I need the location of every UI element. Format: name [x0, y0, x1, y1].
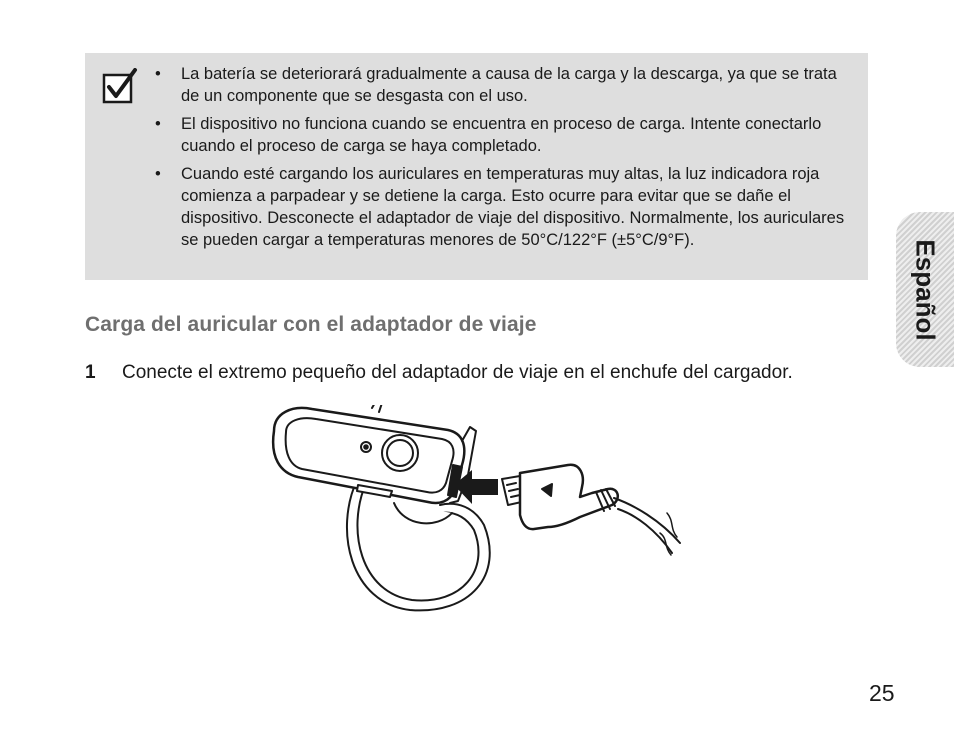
bullet: • [155, 165, 161, 183]
step-text: Conecte el extremo pequeño del adaptador de viaje en el enchufe del cargador. [122, 362, 793, 383]
note-list [85, 63, 868, 257]
bullet: • [155, 115, 161, 133]
language-side-tab [896, 212, 954, 367]
note-item-text: La batería se deteriorará gradualmente a causa de la carga y la descarga, ya que se trata de un componente que se desgasta con el uso. [181, 65, 837, 105]
note-item [85, 163, 868, 251]
page-number: 25 [869, 680, 895, 706]
headset-charging-illustration [262, 405, 692, 615]
note-item [85, 113, 868, 157]
step-number: 1 [85, 362, 96, 383]
note-item-text: Cuando esté cargando los auriculares en temperaturas muy altas, la luz indicadora roja comienza a parpadear y se detiene la carga. Esto ocurre para evitar que se dañe el dispositivo. Desconecte el adaptador de viaje del dispositivo. Normalmente, los auriculares se pueden cargar a temperaturas menores de 50°C/122°F (±5°C/9°F). [181, 165, 845, 249]
language-tab-label: Español [910, 238, 941, 341]
note-item-text: El dispositivo no funciona cuando se encuentra en proceso de carga. Intente conectarlo cuando el proceso de carga se haya completado. [181, 115, 822, 155]
note-item [85, 63, 868, 107]
bullet: • [155, 65, 161, 83]
section-title: Carga del auricular con el adaptador de viaje [85, 313, 537, 336]
note-box [85, 53, 868, 280]
step-item [85, 361, 793, 385]
